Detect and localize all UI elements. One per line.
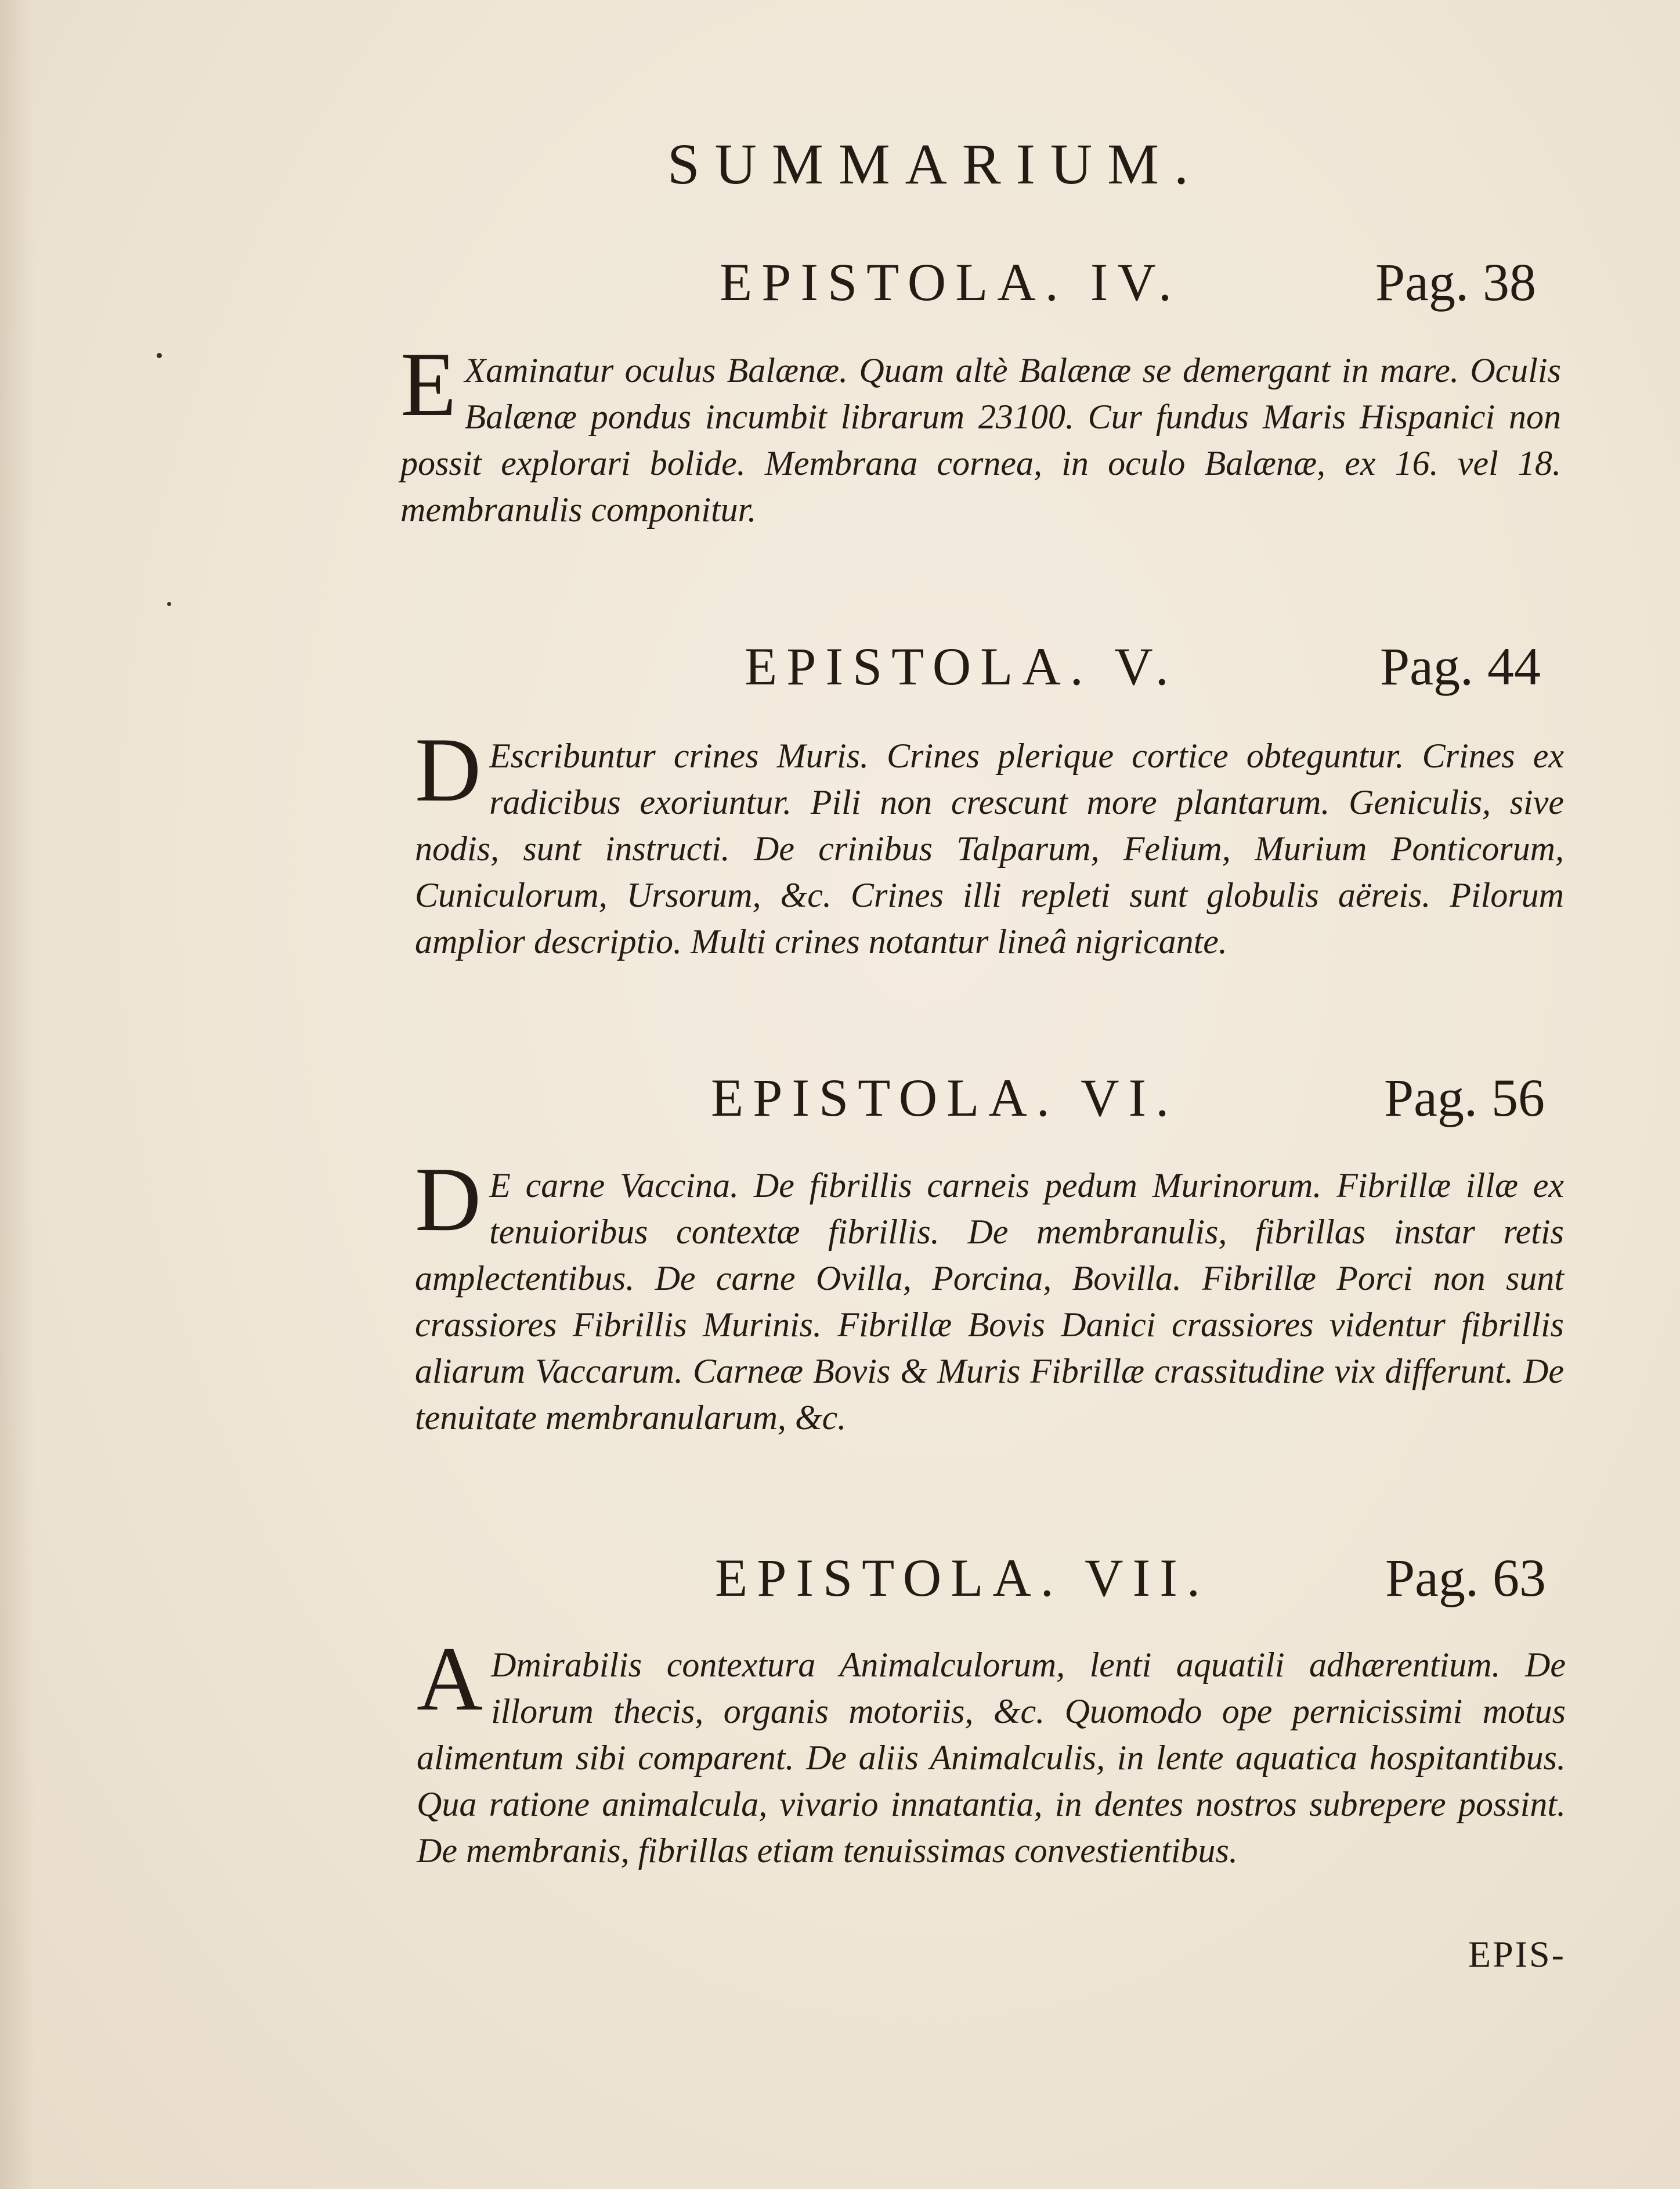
page-reference xyxy=(1385,1547,1546,1609)
page-number: 38 xyxy=(1483,253,1536,312)
ink-speck xyxy=(167,602,171,606)
page-label: Pag. xyxy=(1375,253,1469,312)
page-label: Pag. xyxy=(1380,637,1473,696)
ink-speck xyxy=(157,353,162,358)
page-number: 63 xyxy=(1493,1548,1546,1607)
section-summary xyxy=(415,1149,1564,1441)
lead-word: E xyxy=(489,1166,511,1205)
lead-word: Xaminatur xyxy=(464,351,614,390)
page-reference xyxy=(1380,636,1541,697)
summary-text: crines Muris. Crines plerique cortice obteguntur. Crines ex radicibus exoriuntur. Pili non crescunt more plantarum. Geniculis, sive nodis, sunt instructi. De crinibus Talparum, Felium, Murium Ponticorum, Cuniculorum, Ursorum, &c. Crines illi repleti sunt globulis aëreis. Pilorum amplior descriptio. Multi crines notantur lineâ nigricante. xyxy=(415,737,1565,961)
drop-cap: E xyxy=(400,334,457,435)
page-label: Pag. xyxy=(1384,1068,1477,1127)
section-summary xyxy=(400,334,1561,533)
page-reference xyxy=(1375,251,1536,313)
section-header xyxy=(711,1067,1570,1142)
lead-word: Escribuntur xyxy=(489,737,656,775)
section-summary xyxy=(415,719,1565,965)
section-header xyxy=(745,636,1569,711)
section-header xyxy=(715,1547,1574,1622)
drop-cap: D xyxy=(415,1149,482,1250)
page-label: Pag. xyxy=(1385,1548,1479,1607)
drop-cap: A xyxy=(417,1628,483,1730)
lead-word: Dmirabilis xyxy=(491,1646,642,1684)
drop-cap: D xyxy=(415,719,482,821)
section-summary xyxy=(417,1628,1566,1874)
section-title: EPISTOLA. VI. xyxy=(711,1068,1179,1127)
page-title: SUMMARIUM. xyxy=(667,132,1204,196)
page-number: 56 xyxy=(1491,1068,1545,1127)
summary-text: carne Vaccina. De fibrillis carneis pedum Murinorum. Fibrillæ illæ ex tenuioribus contextæ fibrillis. De membranulis, fibrillas instar retis amplectentibus. De carne Ovilla, Porcina, Bovilla. Fibrillæ Porci non sunt crassiores Fibrillis Murinis. Fibrillæ Bovis Danici crassiores videntur fibrillis aliarum Vaccarum. Carneæ Bovis & Muris Fibrillæ crassitudine vix differunt. De tenuitate membranularum, &c. xyxy=(415,1166,1564,1437)
section-title: EPISTOLA. VII. xyxy=(715,1548,1209,1607)
section-title: EPISTOLA. IV. xyxy=(720,253,1181,312)
section-title: EPISTOLA. V. xyxy=(745,637,1178,696)
summary-text: contextura Animalculorum, lenti aquatili adhærentium. De illorum thecis, organis motoriis, &c. Quomodo ope pernicissimi motus alimentum sibi comparent. De aliis Animalculis, in lente aquatica hospitantibus. Qua ratione animalcula, vivario innatantia, in dentes nostros subrepere possint. De membranis, fibrillas etiam tenuissimas convestientibus. xyxy=(417,1646,1566,1870)
summary-text: oculus Balænæ. Quam altè Balænæ se demergant in mare. Oculis Balænæ pondus incumbit librarum 23100. Cur fundus Maris Hispanici non possit explorari bolide. Membrana cornea, in oculo Balænæ, ex 16. vel 18. membranulis componitur. xyxy=(400,351,1561,529)
page-number: 44 xyxy=(1487,637,1541,696)
section-header xyxy=(720,251,1567,327)
page-reference xyxy=(1384,1067,1545,1128)
binding-shadow xyxy=(0,0,35,2189)
catchword: EPIS- xyxy=(1468,1934,1566,1975)
